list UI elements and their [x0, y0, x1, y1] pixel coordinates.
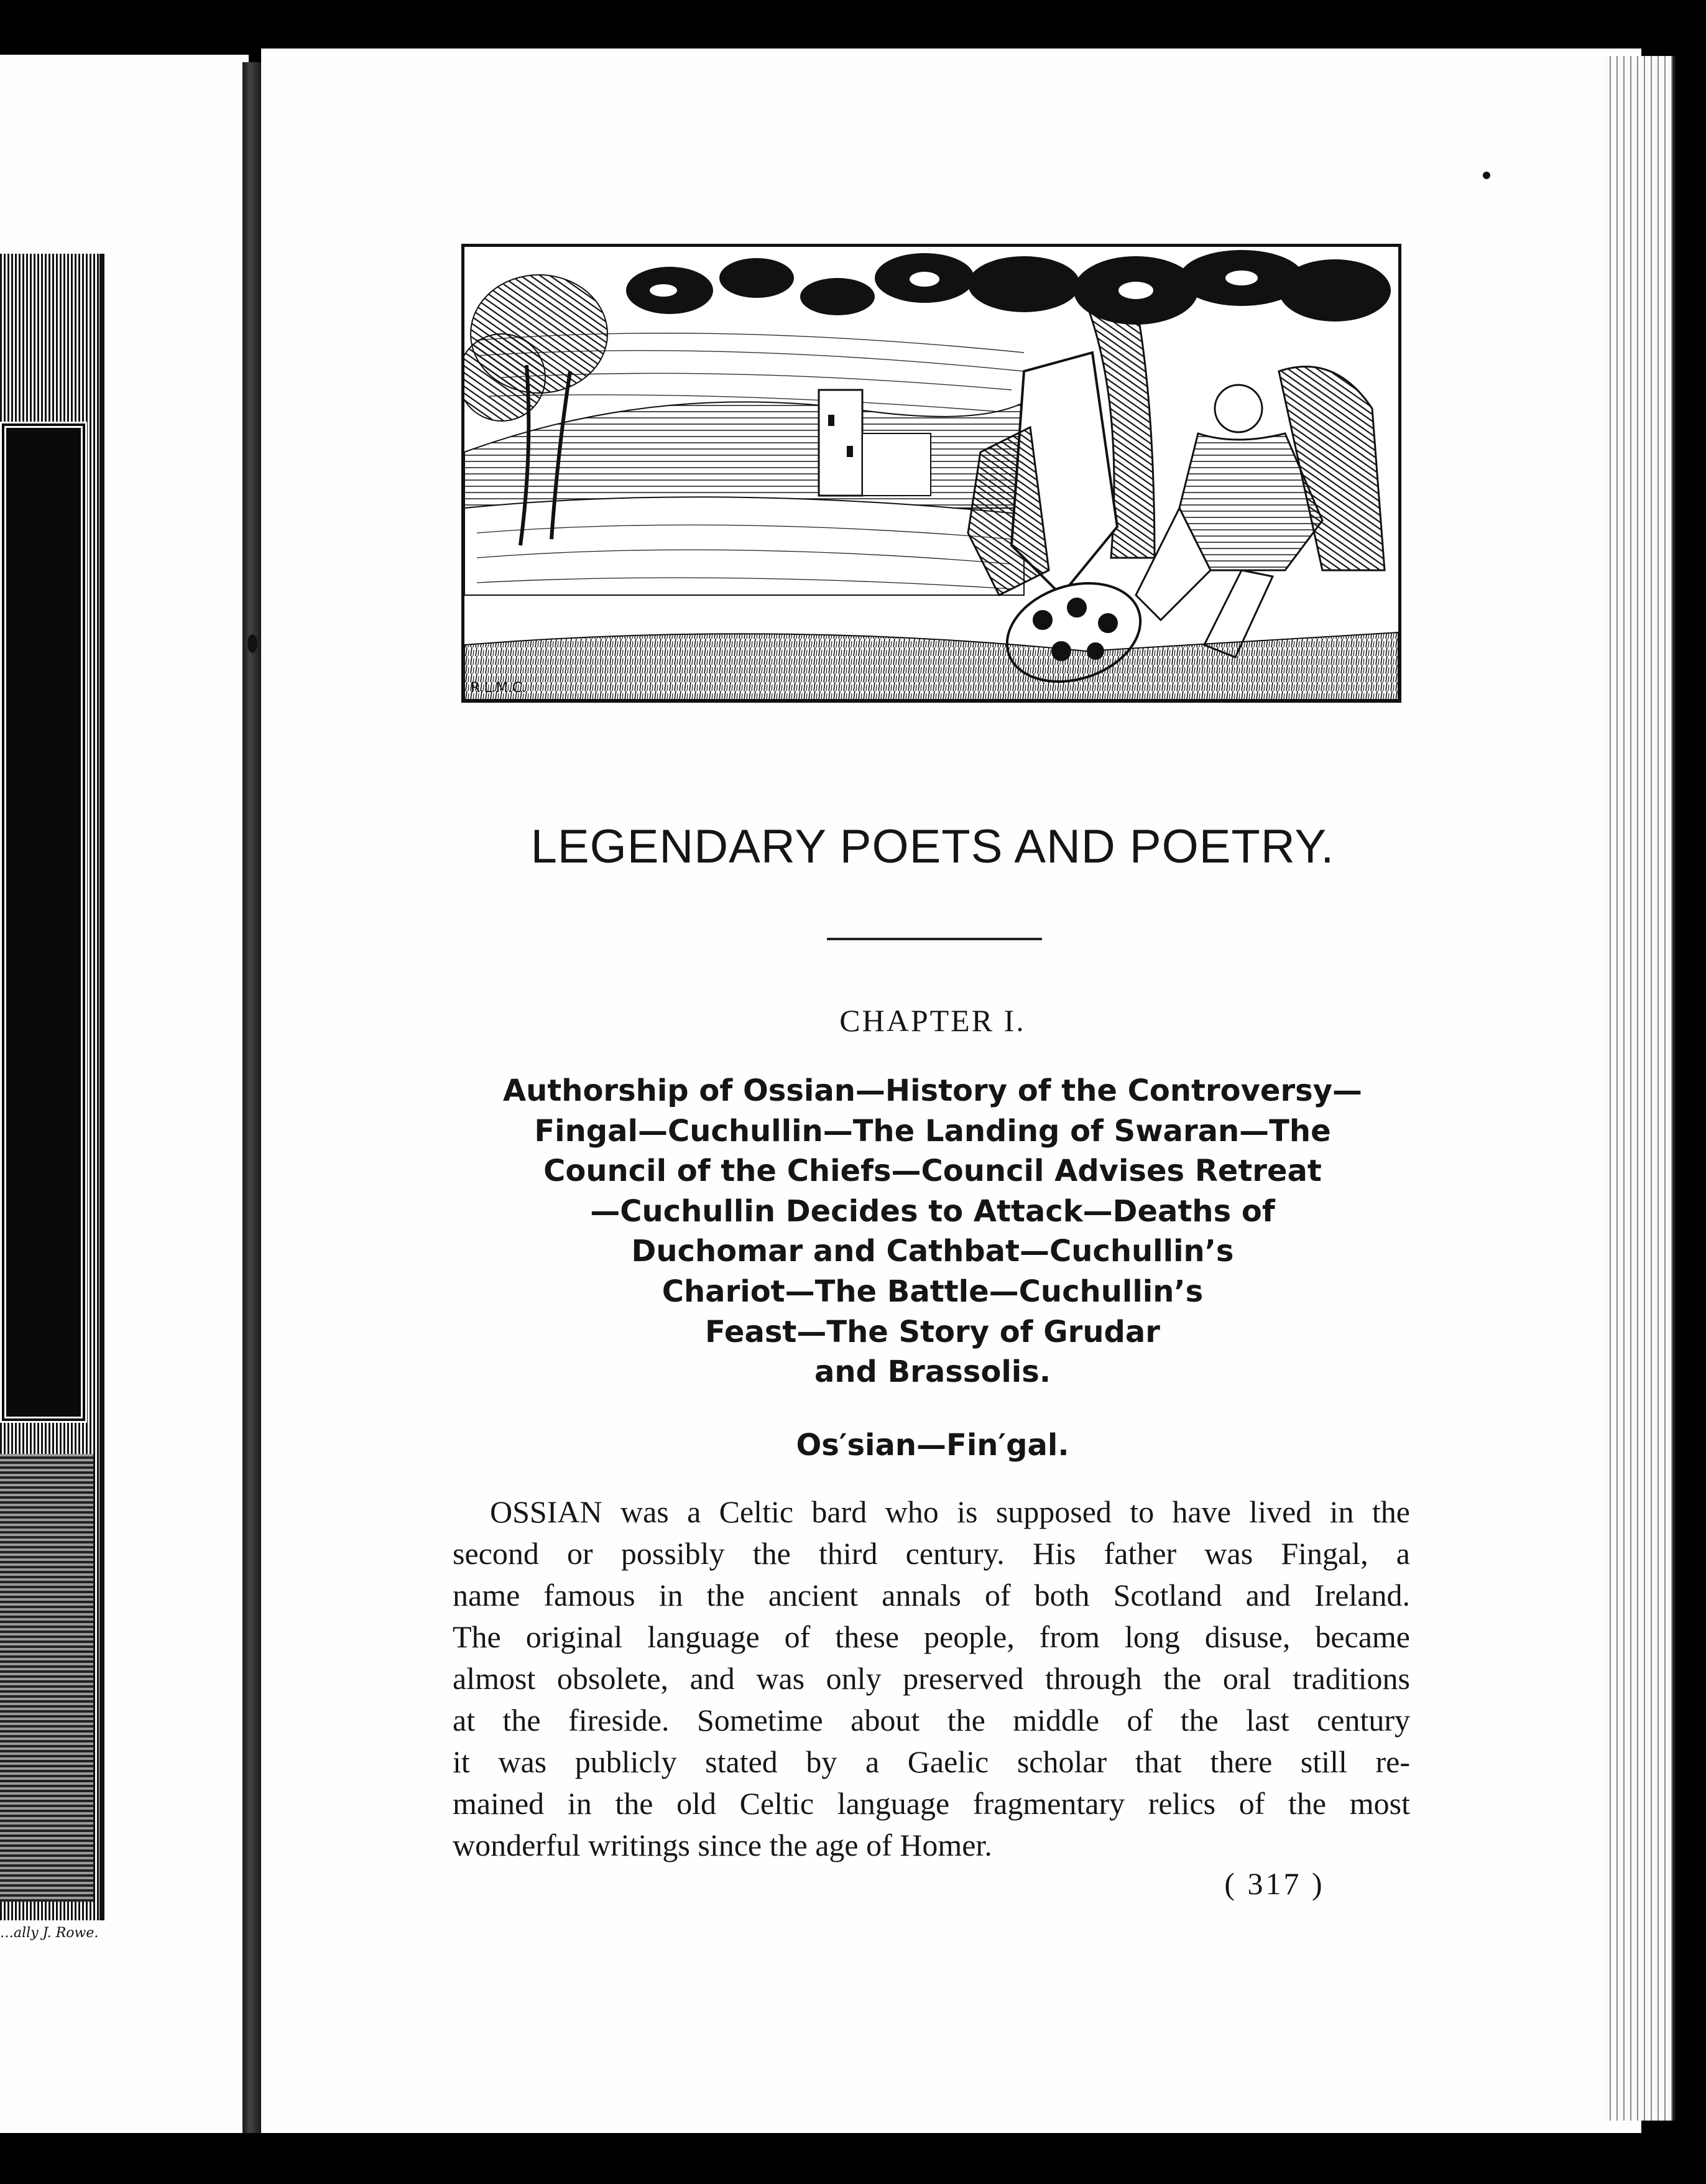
- section-subheading: Os′sian—Fin′gal.: [796, 1428, 1069, 1463]
- body-line: name famous in the ancient annals of both Scotland and Ireland.: [453, 1578, 1410, 1613]
- illustration-signature: R.L.M.C.: [471, 680, 527, 696]
- synopsis-line: Feast—The Story of Grudar: [705, 1314, 1160, 1349]
- body-line: mained in the old Celtic language fragmentary relics of the most: [453, 1786, 1410, 1821]
- body-line: The original language of these people, from long disuse, became: [453, 1619, 1410, 1654]
- body-line: wonderful writings since the age of Homer.: [453, 1828, 992, 1862]
- synopsis-line: Duchomar and Cathbat—Cuchullin’s: [631, 1234, 1234, 1269]
- woodcut-illustration: [461, 244, 1401, 703]
- woodcut-scene: [464, 247, 1398, 700]
- body-line: it was publicly stated by a Gaelic scholar that there still re-: [453, 1744, 1410, 1779]
- synopsis-line: Chariot—The Battle—Cuchullin’s: [662, 1274, 1204, 1309]
- body-line: at the fireside. Sometime about the middle of the last century: [453, 1703, 1410, 1737]
- left-page: [0, 55, 249, 2133]
- synopsis-line: Authorship of Ossian—History of the Controversy—: [503, 1073, 1362, 1108]
- body-line: OSSIAN was a Celtic bard who is supposed to have lived in the: [490, 1494, 1410, 1529]
- page-edges: [1604, 56, 1675, 2121]
- synopsis-line: —Cuchullin Decides to Attack—Deaths of: [590, 1193, 1275, 1229]
- title-divider: [827, 938, 1042, 940]
- synopsis-line: Council of the Chiefs—Council Advises Retreat: [543, 1154, 1322, 1189]
- engraving-dark-panel: [0, 422, 87, 1423]
- engraving-caption: …ally J. Rowe.: [0, 1925, 99, 1941]
- body-line: almost obsolete, and was only preserved through the oral traditions: [453, 1661, 1410, 1696]
- synopsis-line: Fingal—Cuchullin—The Landing of Swaran—The: [534, 1113, 1331, 1149]
- ink-speck: [247, 634, 257, 653]
- chapter-heading: CHAPTER I.: [839, 1003, 1026, 1038]
- engraving-lower-panel: [0, 1454, 93, 1902]
- chapter-synopsis: [448, 1071, 1418, 1392]
- synopsis-line: and Brassolis.: [814, 1354, 1051, 1390]
- body-paragraph: [453, 1491, 1410, 1866]
- book-gutter: [242, 62, 261, 2133]
- facing-engraving: [0, 254, 104, 1920]
- page-number: ( 317 ): [1224, 1866, 1325, 1901]
- ink-speck: [1483, 172, 1490, 179]
- section-title: LEGENDARY POETS AND POETRY.: [530, 820, 1335, 873]
- body-line: second or possibly the third century. His father was Fingal, a: [453, 1536, 1410, 1571]
